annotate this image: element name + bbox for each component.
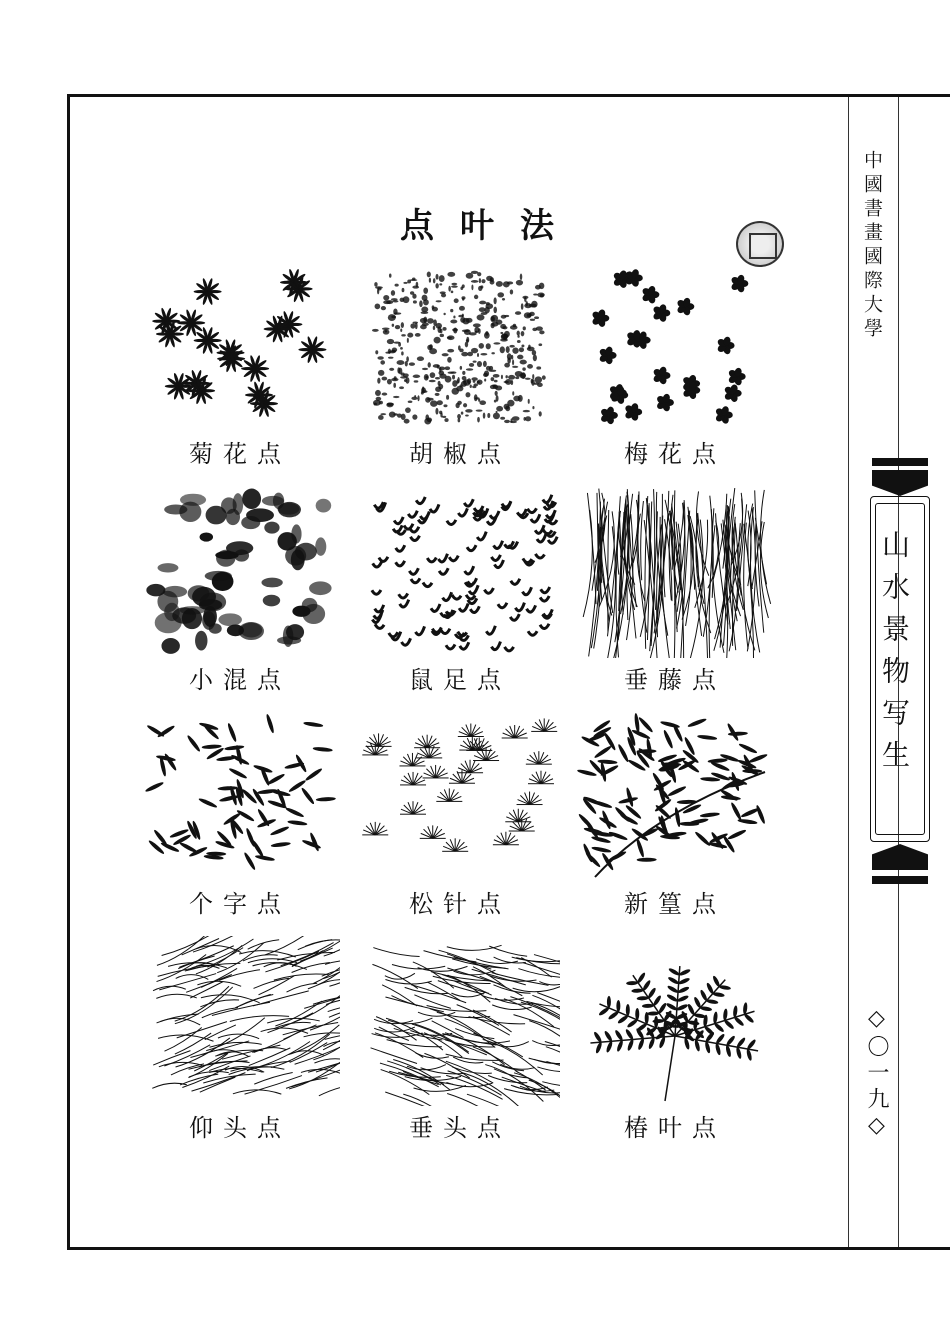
upturned-head-dots-icon xyxy=(140,936,340,1106)
page-number: ◇〇一九◇ xyxy=(864,1006,889,1142)
technique-item xyxy=(130,936,350,1146)
technique-item xyxy=(130,712,350,922)
technique-label: 垂头点 xyxy=(409,1114,511,1142)
technique-label: 松针点 xyxy=(409,890,511,918)
small-blended-dots-icon xyxy=(140,488,340,658)
margin-divider-left xyxy=(848,97,849,1247)
new-bamboo-dots-icon xyxy=(575,712,775,882)
technique-label: 仰头点 xyxy=(189,1114,291,1142)
technique-label: 新篁点 xyxy=(624,890,726,918)
series-title: 中國書畫國際大學 xyxy=(861,150,883,342)
technique-label: 小混点 xyxy=(189,666,291,694)
chrysanthemum-dots-icon xyxy=(140,262,340,432)
hanging-vine-dots-icon xyxy=(575,488,775,658)
technique-label: 菊花点 xyxy=(189,440,291,468)
toona-leaf-dots-icon xyxy=(575,936,775,1106)
technique-label: 梅花点 xyxy=(624,440,726,468)
technique-label: 垂藤点 xyxy=(624,666,726,694)
technique-label: 胡椒点 xyxy=(409,440,511,468)
drooping-head-dots-icon xyxy=(360,936,560,1106)
chapter-bar-top xyxy=(872,458,928,466)
chapter-bar-bottom xyxy=(872,876,928,884)
page-title: 点叶法 xyxy=(400,206,580,246)
ge-character-dots-icon xyxy=(140,712,340,882)
technique-item xyxy=(565,936,785,1146)
technique-item xyxy=(130,488,350,698)
pepper-dots-icon xyxy=(360,262,560,432)
chapter-title: 山水景物写生 xyxy=(878,530,911,782)
technique-label: 个字点 xyxy=(189,890,291,918)
technique-item xyxy=(350,712,570,922)
technique-item xyxy=(130,262,350,472)
technique-item xyxy=(565,262,785,472)
mouse-foot-dots-icon xyxy=(360,488,560,658)
seal-stamp-icon xyxy=(736,221,784,267)
technique-item xyxy=(350,936,570,1146)
technique-label: 椿叶点 xyxy=(624,1114,726,1142)
technique-item xyxy=(565,712,785,922)
pine-needle-dots-icon xyxy=(360,712,560,882)
technique-item xyxy=(350,488,570,698)
technique-item xyxy=(565,488,785,698)
technique-label: 鼠足点 xyxy=(409,666,511,694)
plum-blossom-dots-icon xyxy=(575,262,775,432)
technique-item xyxy=(350,262,570,472)
